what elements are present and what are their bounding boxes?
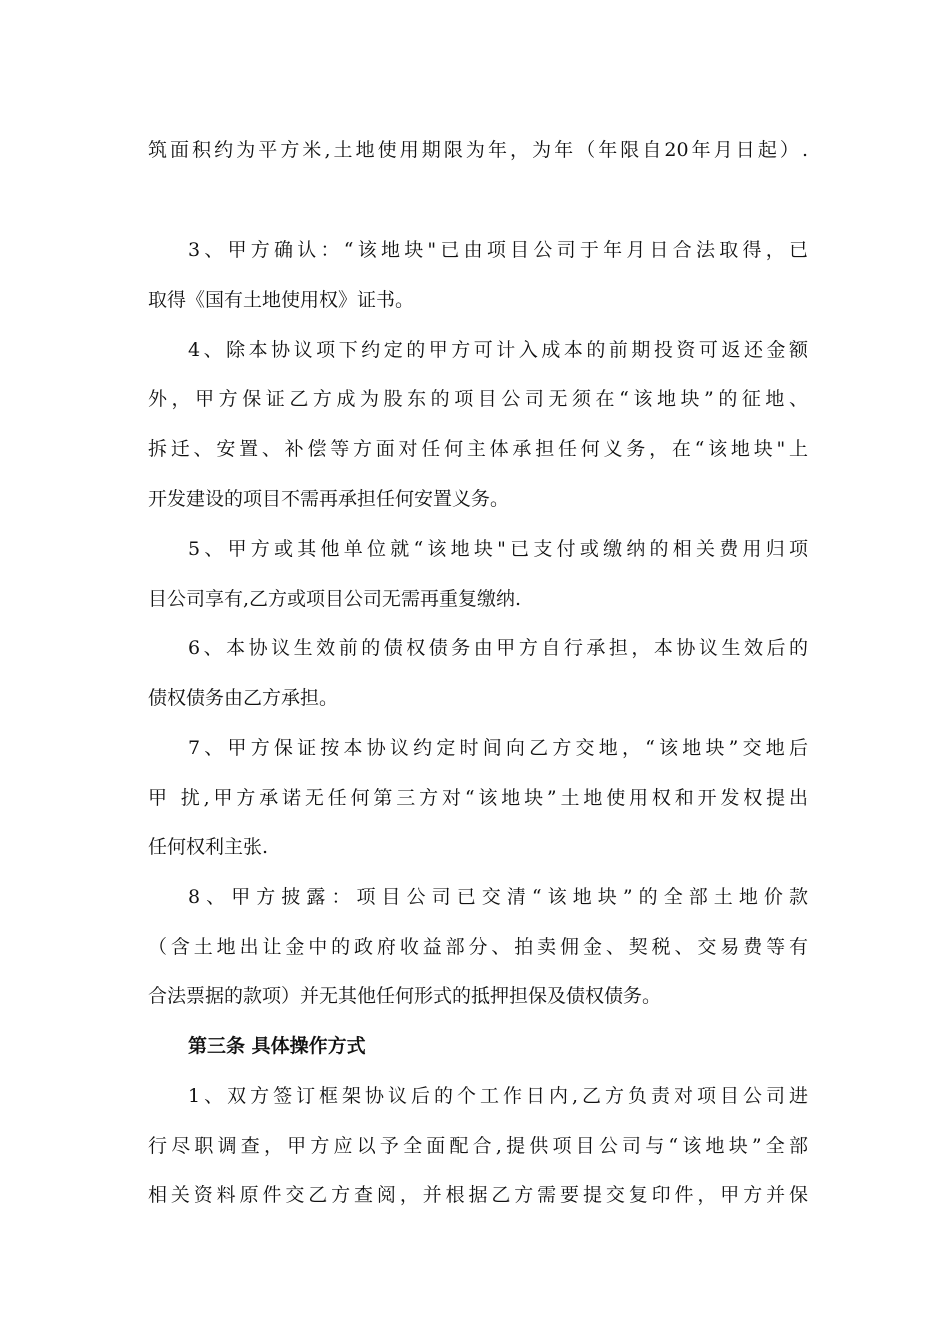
clause-3-line: 取得《国有土地使用权》证书。: [148, 289, 415, 311]
section-heading: 第三条 具体操作方式: [188, 1035, 366, 1057]
clause-4-line: 外，甲方保证乙方成为股东的项目公司无须在“该地块”的征地、: [148, 388, 808, 410]
clause-6-line: 6、本协议生效前的债权债务由甲方自行承担，本协议生效后的: [188, 637, 808, 659]
clause-4-line: 拆迁、安置、补偿等方面对任何主体承担任何义务，在“该地块"上: [148, 438, 808, 460]
clause-8-line: 8、甲方披露：项目公司已交清“该地块”的全部土地价款: [188, 886, 808, 908]
clause-4-line: 开发建设的项目不需再承担任何安置义务。: [148, 488, 510, 510]
clause-8-line: （含土地出让金中的政府收益部分、拍卖佣金、契税、交易费等有: [148, 936, 808, 958]
clause-8-line: 合法票据的款项）并无其他任何形式的抵押担保及债权债务。: [148, 985, 662, 1007]
paragraph-line: 筑面积约为平方米,土地使用期限为年，为年（年限自20年月日起）.: [148, 139, 808, 161]
clause-7-line: 任何权利主张.: [148, 836, 269, 858]
clause-7-line: 甲 扰,甲方承诺无任何第三方对“该地块”土地使用权和开发权提出: [148, 787, 808, 809]
clause-5-line: 5、甲方或其他单位就“该地块"已支付或缴纳的相关费用归项: [188, 538, 808, 560]
clause-3-line: 3、甲方确认：“该地块"已由项目公司于年月日合法取得，已: [188, 239, 808, 261]
operation-clause-1-line: 相关资料原件交乙方查阅，并根据乙方需要提交复印件，甲方并保: [148, 1184, 808, 1206]
operation-clause-1-line: 1、双方签订框架协议后的个工作日内,乙方负责对项目公司进: [188, 1085, 808, 1107]
clause-7-line: 7、甲方保证按本协议约定时间向乙方交地，“该地块”交地后: [188, 737, 808, 759]
clause-5-line: 目公司享有,乙方或项目公司无需再重复缴纳.: [148, 588, 522, 610]
clause-4-line: 4、除本协议项下约定的甲方可计入成本的前期投资可返还金额: [188, 339, 808, 361]
operation-clause-1-line: 行尽职调查，甲方应以予全面配合,提供项目公司与“该地块”全部: [148, 1135, 808, 1157]
clause-6-line: 债权债务由乙方承担。: [148, 687, 339, 709]
